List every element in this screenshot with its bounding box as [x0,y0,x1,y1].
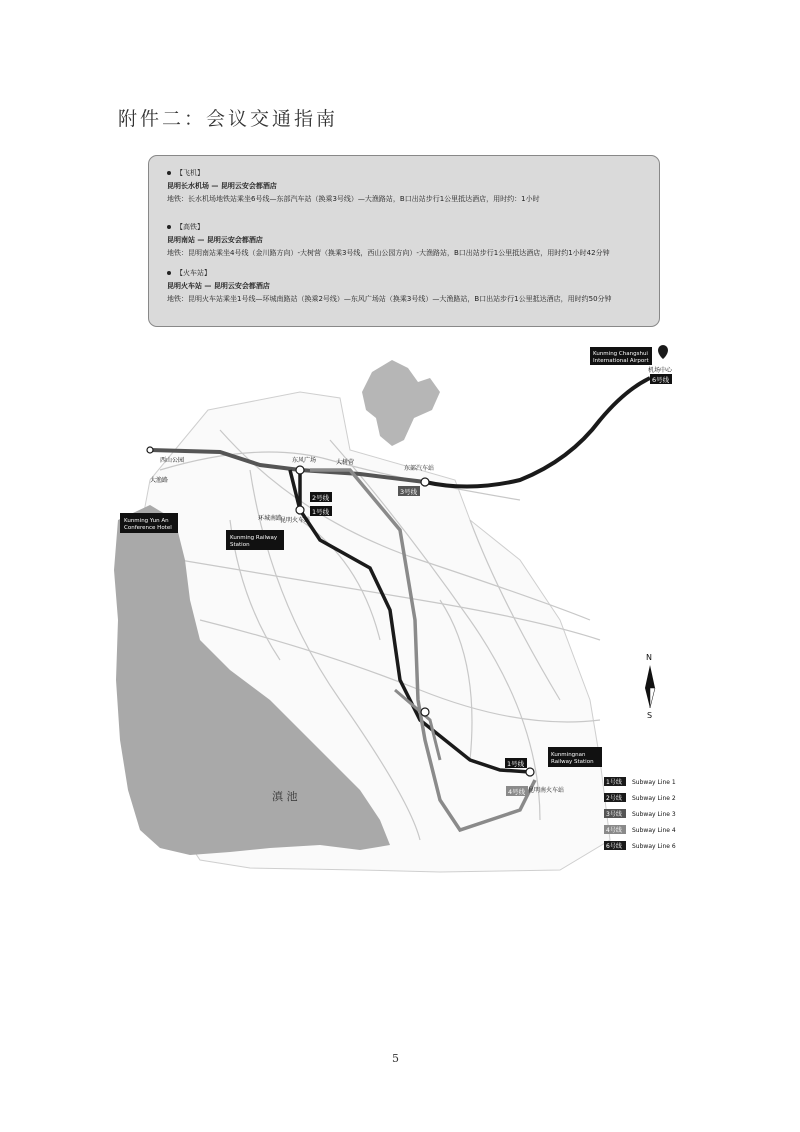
section-route: 昆明长水机场 — 昆明云安会都酒店 [167,182,277,190]
railway-callout-line2: Station [230,542,250,548]
transport-info-box [148,155,660,327]
airport-callout-line1: Kunming Changshui [593,351,648,357]
south-station-callout-line2: Railway Station [551,759,594,765]
section-header: 【高铁】 [176,223,204,231]
legend-label: Subway Line 3 [632,811,676,818]
station-label-xishan-park: 西山公园 [160,457,185,464]
south-station-callout-line1: Kunmingnan [551,752,586,758]
northeast-hills [362,360,440,446]
section-detail: 地铁：长水机场地铁站乘坐6号线—东部汽车站（换乘3号线）—大渔路站，B口出站步行1公里抵达酒店，用时约：1小时 [167,195,540,203]
map-legend [604,777,676,850]
legend-badge: 4号线 [606,827,622,834]
badge-line-6: 6号线 [652,376,670,384]
bullet-icon [167,171,171,175]
badge-line-1-south: 1号线 [507,760,525,768]
legend-badge: 2号线 [606,795,622,802]
airport-pin-icon [658,345,668,359]
compass-icon [645,653,655,720]
badge-line-1: 1号线 [312,508,330,516]
section-airplane [167,168,540,204]
compass-south: S [647,711,653,720]
railway-callout-line1: Kunming Railway [230,535,278,541]
section-high-speed-rail [167,222,610,258]
section-detail: 地铁：昆明火车站乘坐1号线—环城南路站（换乘2号线）—东风广场站（换乘3号线）—大渔路站，B口出站步行1公里抵达酒店，用时约50分钟 [167,295,612,303]
station-label-dayu: 大渔路 [150,477,169,484]
station-label-railway: 昆明火车站 [280,517,311,524]
badge-line-2: 2号线 [312,494,330,502]
section-route: 昆明南站 — 昆明云安会都酒店 [167,236,263,244]
station-label-east-bus: 东部汽车站 [404,465,435,472]
legend-label: Subway Line 2 [632,795,676,802]
legend-label: Subway Line 4 [632,827,676,834]
page-number: 5 [392,1052,399,1065]
subway-line-6 [425,378,650,487]
badge-line-4: 4号线 [508,788,526,796]
metro-map [110,340,680,880]
section-route: 昆明火车站 — 昆明云安会都酒店 [167,282,270,290]
legend-badge: 1号线 [606,779,622,786]
section-header: 【飞机】 [176,169,204,177]
station-label-huancheng-south: 环城南路 [258,515,283,522]
page-title: 附件二：会议交通指南 [118,108,339,130]
lake-label: 滇 池 [272,790,298,803]
section-train-station [167,268,612,304]
legend-badge: 3号线 [606,811,622,818]
airport-callout-line2: International Airport [593,358,649,364]
bullet-icon [167,225,171,229]
section-header: 【火车站】 [176,269,211,277]
station-label-dongfeng: 东风广场 [292,457,317,464]
station-label-dashuying: 大树营 [336,459,355,466]
station-label-south-station: 昆明南火车站 [528,787,565,794]
bullet-icon [167,271,171,275]
hotel-callout-line1: Kunming Yun An [124,518,169,524]
station-label-airport-center: 机场中心 [648,367,673,374]
compass-north: N [646,653,652,662]
legend-badge: 6号线 [606,843,622,850]
legend-label: Subway Line 6 [632,843,676,850]
hotel-callout-line2: Conference Hotel [124,525,172,531]
legend-label: Subway Line 1 [632,779,676,786]
section-detail: 地铁：昆明南站乘坐4号线（金川路方向）-大树营（换乘3号线，西山公园方向）-大渔路站，B口出站步行1公里抵达酒店，用时约1小时42分钟 [167,249,610,257]
badge-line-3: 3号线 [400,488,418,496]
